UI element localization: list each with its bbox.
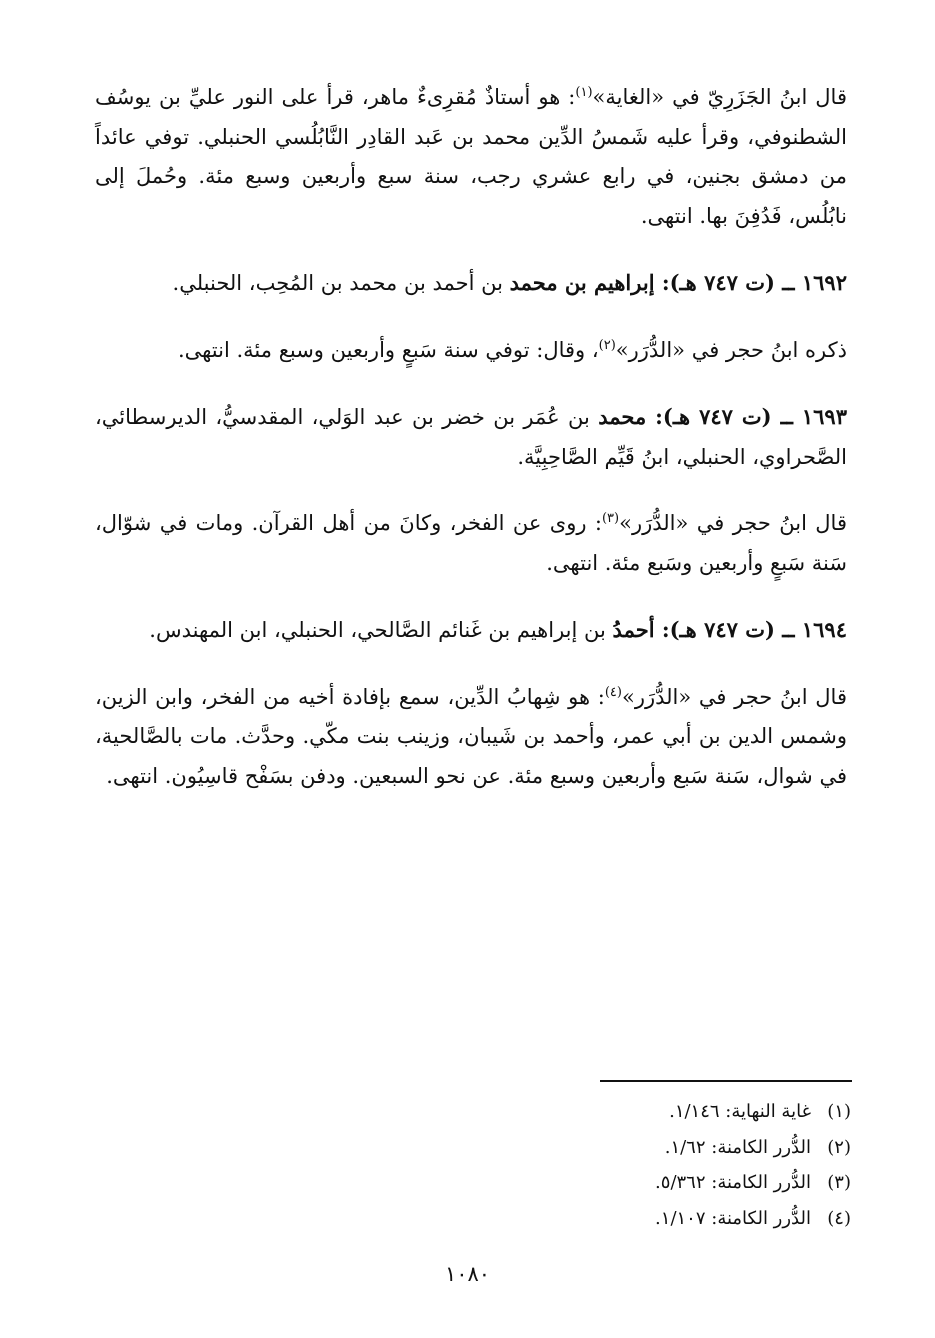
footnote-4 — [351, 1201, 851, 1237]
footnote-text: غاية النهاية: ١/١٤٦. — [669, 1101, 811, 1122]
entry-1694 — [95, 610, 847, 651]
paragraph-text: ذكره ابنُ حجر في «الدُّرَر» — [615, 337, 847, 362]
paragraph-text: قال ابنُ الجَزَرِيّ في «الغاية» — [592, 85, 847, 109]
footnote-reference[interactable]: (٣) — [601, 511, 620, 526]
paragraph-text: قال ابنُ حجر في «الدُّرَر» — [619, 511, 847, 535]
footnotes — [351, 1094, 851, 1236]
entry-text: بن إبراهيم بن غَنائم الصَّالحي، الحنبلي، ابن المهندس. — [149, 618, 613, 642]
footnote-divider — [600, 1080, 852, 1082]
footnote-text: الدُّرر الكامنة: ١/١٠٧. — [655, 1207, 811, 1229]
paragraph-1 — [95, 78, 847, 236]
paragraph-3 — [95, 504, 847, 583]
paragraph-4 — [95, 678, 847, 797]
paragraph-text: ، وقال: توفي سنة سَبعٍ وأربعين وسبع مئة. انتهى. — [177, 337, 599, 362]
paragraph-text: : هو شِهابُ الدِّين، سمع بإفادة أخيه من الفخر، وابن الزين، وشمس الدين بن أبي عمر، وأحمد بن شَيبان، وزينب بنت مكّي. وحدَّث. مات بالصَّالحية، في شوال، سَنة سَبع وأربعين وسبع مئة. عن نحو السبعين. ودفن بسَفْح قاسِيُون. انتهى. — [95, 684, 847, 788]
paragraph-text: : هو أستاذٌ مُقرِىءٌ ماهر، قرأ على النور عليِّ بن يوسُف الشطنوفي، وقرأ عليه شَمسُ الدِّين محمد بن عَبد القادِر النَّابُلُسي الحنبلي. توفي عائداً من دمشق بجنين، في رابع عشري رجب، سنة سبع وأربعين وسبع مئة. وحُملَ إلى نابُلُس، فَدُفِنَ بها. انتهى. — [95, 85, 847, 228]
paragraph-2 — [95, 331, 847, 371]
entry-1693 — [95, 397, 847, 477]
footnote-number: (٢) — [827, 1136, 851, 1158]
page-number: ١٠٨٠ — [444, 1262, 491, 1286]
footnote-1 — [351, 1094, 851, 1130]
footnote-2 — [351, 1130, 851, 1166]
entry-text: بن أحمد بن محمد بن المُحِب، الحنبلي. — [172, 271, 510, 295]
footnote-number: (١) — [827, 1101, 851, 1122]
footnote-number: (٤) — [827, 1207, 851, 1229]
footnote-text: الدُّرر الكامنة: ١/٦٢. — [664, 1136, 811, 1158]
footnote-reference[interactable]: (٢) — [598, 337, 616, 353]
footnote-number: (٣) — [827, 1172, 851, 1193]
footnote-reference[interactable]: (٤) — [604, 684, 622, 700]
paragraph-text: قال ابنُ حجر في «الدُّرَر» — [621, 684, 847, 709]
entry-heading: ١٦٩٤ ــ (ت ٧٤٧ هـ): أحمدُ — [612, 617, 847, 642]
entry-heading: ١٦٩٢ ــ (ت ٧٤٧ هـ): إبراهيم بن محمد — [509, 270, 847, 295]
footnote-text: الدُّرر الكامنة: ٥/٣٦٢. — [655, 1172, 811, 1193]
footnote-reference[interactable]: (١) — [575, 85, 593, 100]
paragraph-text: : روى عن الفخر، وكانَ من أهل القرآن. ومات في شوّال، سَنة سَبعٍ وأربعين وسَبع مئة. انتهى. — [95, 511, 847, 575]
entry-1692 — [95, 263, 847, 304]
footnote-3 — [351, 1165, 851, 1201]
entry-text: بن عُمَر بن خضر بن عبد الوَلي، المقدسيُّ، الديرسطائي، الصَّحراوي، الحنبلي، ابنُ قَيِّم الصَّاحِبِيَّة. — [95, 405, 847, 469]
entry-heading: ١٦٩٣ ــ (ت ٧٤٧ هـ): محمد — [598, 404, 847, 429]
page-body — [95, 78, 847, 796]
